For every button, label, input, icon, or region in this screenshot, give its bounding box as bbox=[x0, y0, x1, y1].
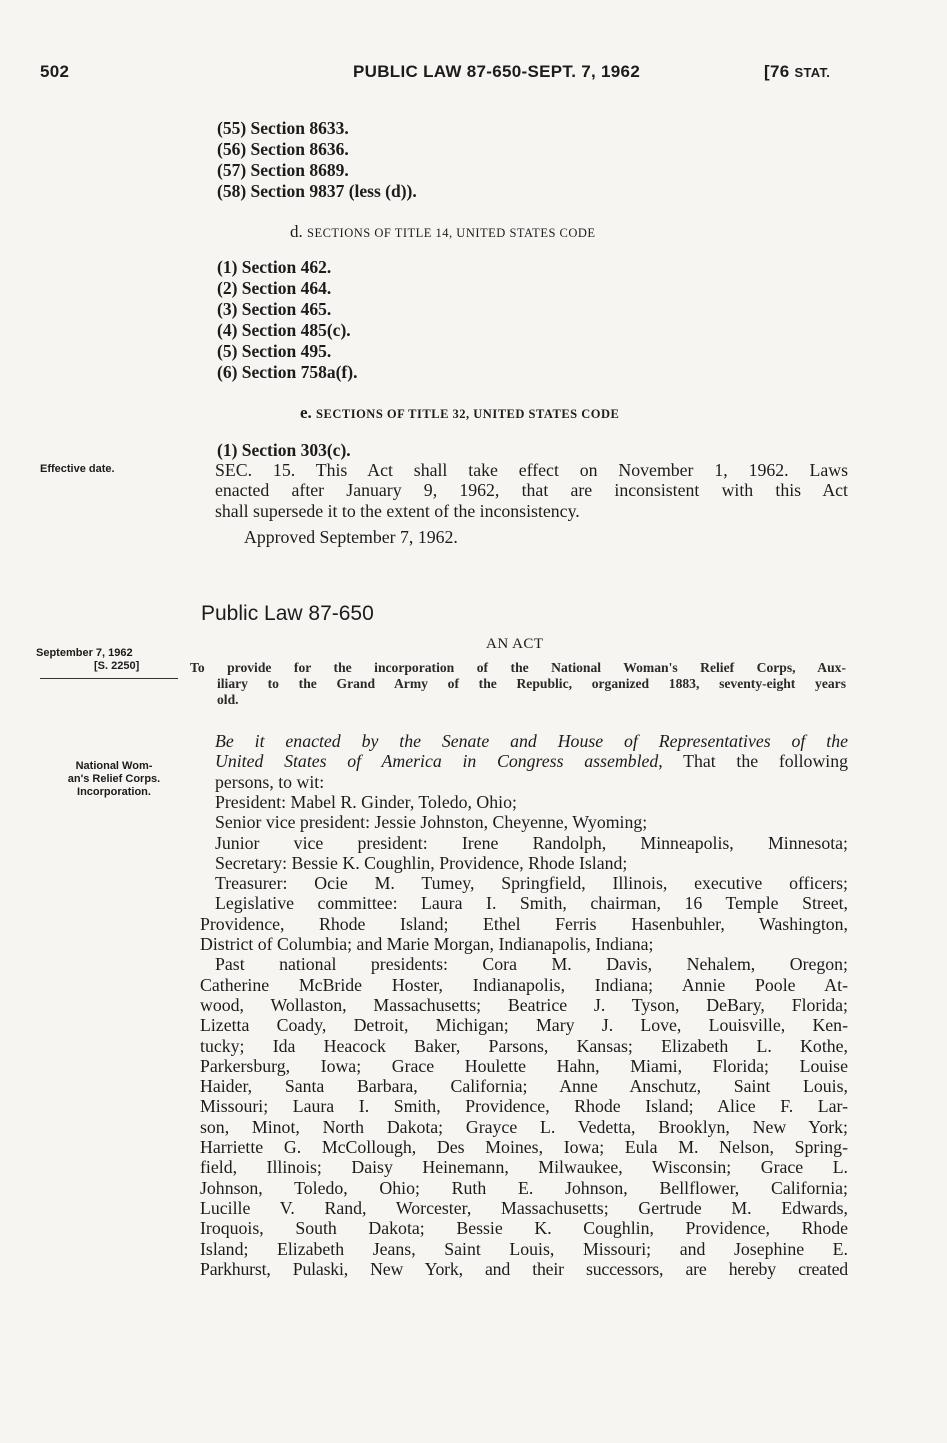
margin-note-effective-date: Effective date. bbox=[40, 463, 115, 475]
past-president-line: son, Minot, North Dakota; Grayce L. Vedetta, Brooklyn, New York; bbox=[200, 1116, 848, 1137]
page-number: 502 bbox=[40, 62, 70, 81]
margin-note-incorporation bbox=[44, 760, 184, 799]
approval-date: Approved September 7, 1962. bbox=[244, 527, 458, 547]
officer-line: President: Mabel R. Ginder, Toledo, Ohio; bbox=[215, 792, 517, 812]
text-line: shall supersede it to the extent of the inconsistency. bbox=[215, 500, 580, 521]
past-president-line: Past national presidents: Cora M. Davis, Nehalem, Oregon; bbox=[215, 954, 848, 975]
text-line: SEC. 15. This Act shall take effect on November 1, 1962. Laws bbox=[215, 460, 848, 480]
enact-rest: That the following bbox=[662, 751, 849, 772]
past-president-line: Haider, Santa Barbara, California; Anne Anschutz, Saint Louis, bbox=[200, 1076, 848, 1097]
section-d-heading bbox=[290, 222, 596, 242]
past-president-line: Johnson, Toledo, Ohio; Ruth E. Johnson, Bellflower, California; bbox=[200, 1177, 848, 1198]
list-item: (5) Section 495. bbox=[217, 341, 332, 361]
past-president-line: Parkersburg, Iowa; Grace Houlette Hahn, Miami, Florida; Louise bbox=[200, 1055, 848, 1076]
margin-rule bbox=[40, 678, 178, 679]
text-line: enacted after January 9, 1962, that are inconsistent with this Act bbox=[215, 480, 848, 501]
past-president-line: Parkhurst, Pulaski, New York, and their successors, are hereby created bbox=[200, 1258, 848, 1279]
past-president-line: Island; Elizabeth Jeans, Saint Louis, Missouri; and Josephine E. bbox=[200, 1238, 848, 1259]
list-item: (4) Section 485(c). bbox=[217, 320, 351, 340]
past-president-line: wood, Wollaston, Massachusetts; Beatrice J. Tyson, DeBary, Florida; bbox=[200, 994, 848, 1015]
officer-line: Senior vice president: Jessie Johnston, Cheyenne, Wyoming; bbox=[215, 812, 648, 833]
list-item: (3) Section 465. bbox=[217, 299, 332, 319]
margin-line: Incorporation. bbox=[77, 786, 151, 798]
statute-volume: [76 bbox=[764, 62, 795, 81]
enacting-clause bbox=[215, 731, 848, 792]
past-president-line: tucky; Ida Heacock Baker, Parsons, Kansas; Elizabeth L. Kothe, bbox=[200, 1035, 848, 1056]
enact-italic: United States of America in Congress assembled, bbox=[215, 751, 663, 772]
past-president-line: Lucille V. Rand, Worcester, Massachusetts; Gertrude M. Edwards, bbox=[200, 1197, 848, 1218]
statute-reference bbox=[764, 62, 830, 82]
title14-section-list bbox=[217, 257, 357, 383]
past-president-line: Lizetta Coady, Detroit, Michigan; Mary J. Love, Louisville, Ken- bbox=[200, 1015, 848, 1036]
past-president-line: Catherine McBride Hoster, Indianapolis, Indiana; Annie Poole At- bbox=[200, 974, 848, 995]
list-item: (1) Section 303(c). bbox=[217, 440, 351, 460]
list-item: (57) Section 8689. bbox=[217, 160, 349, 180]
past-president-line: Iroquois, South Dakota; Bessie K. Coughlin, Providence, Rhode bbox=[200, 1218, 848, 1239]
list-item: (6) Section 758a(f). bbox=[217, 362, 358, 382]
officer-line: Legislative committee: Laura I. Smith, chairman, 16 Temple Street, bbox=[215, 893, 848, 914]
officer-line: District of Columbia; and Marie Morgan, Indianapolis, Indiana; bbox=[200, 934, 654, 955]
margin-line: National Wom- bbox=[75, 760, 153, 772]
margin-bill-number: [S. 2250] bbox=[94, 660, 140, 672]
officer-line: Secretary: Bessie K. Coughlin, Providence, Rhode Island; bbox=[215, 852, 628, 873]
enact-line: Be it enacted by the Senate and House of Representatives of the bbox=[215, 731, 848, 751]
margin-line: an's Relief Corps. bbox=[67, 773, 161, 785]
an-act-heading: AN ACT bbox=[486, 636, 544, 652]
enact-line bbox=[215, 751, 848, 771]
list-item: (1) Section 462. bbox=[217, 257, 332, 277]
past-president-line: field, Illinois; Daisy Heinemann, Milwaukee, Wisconsin; Grace L. bbox=[200, 1157, 848, 1178]
purpose-line: iliary to the Grand Army of the Republic, organized 1883, seventy-eight years bbox=[217, 676, 846, 691]
statute-abbrev: STAT. bbox=[794, 65, 831, 80]
past-president-line: Missouri; Laura I. Smith, Providence, Rhode Island; Alice F. Lar- bbox=[200, 1096, 848, 1117]
past-president-line: Harriette G. McCollough, Des Moines, Iowa; Eula M. Nelson, Spring- bbox=[200, 1137, 848, 1158]
public-law-title: Public Law 87-650 bbox=[201, 602, 374, 625]
purpose-line: old. bbox=[217, 692, 239, 707]
purpose-line: To provide for the incorporation of the National Woman's Relief Corps, Aux- bbox=[190, 660, 846, 675]
section-e-heading bbox=[300, 403, 619, 423]
list-item: (55) Section 8633. bbox=[217, 118, 349, 138]
list-item: (58) Section 9837 (less (d)). bbox=[217, 181, 417, 201]
list-item: (56) Section 8636. bbox=[217, 139, 349, 159]
section-d-prefix: d. bbox=[290, 222, 307, 241]
list-item: (2) Section 464. bbox=[217, 278, 332, 298]
enact-line: persons, to wit: bbox=[215, 771, 325, 792]
section-e-title: SECTIONS OF TITLE 32, UNITED STATES CODE bbox=[316, 407, 620, 421]
margin-note-date bbox=[36, 647, 186, 673]
act-purpose bbox=[190, 660, 846, 708]
title10-section-list bbox=[217, 118, 417, 202]
margin-date: September 7, 1962 bbox=[36, 647, 133, 659]
title32-section-list bbox=[217, 440, 351, 461]
section-d-title: SECTIONS OF TITLE 14, UNITED STATES CODE bbox=[307, 226, 596, 240]
running-header-title: PUBLIC LAW 87-650-SEPT. 7, 1962 bbox=[353, 62, 641, 81]
officer-line: Treasurer: Ocie M. Tumey, Springfield, Illinois, executive officers; bbox=[215, 873, 848, 894]
incorporators-list bbox=[200, 792, 848, 1279]
officer-line: Junior vice president: Irene Randolph, Minneapolis, Minnesota; bbox=[215, 832, 848, 853]
section-15-text bbox=[215, 460, 848, 521]
section-e-prefix: e. bbox=[300, 403, 317, 422]
officer-line: Providence, Rhode Island; Ethel Ferris Hasenbuhler, Washington, bbox=[200, 913, 848, 934]
